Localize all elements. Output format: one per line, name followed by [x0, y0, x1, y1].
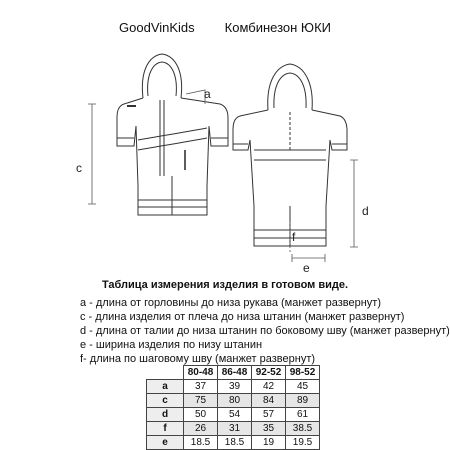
legend-item: d - длина от талии до низа штанин по боковому шву (манжет развернут)	[80, 325, 450, 337]
garment-diagram	[0, 38, 450, 278]
table-cell: 61	[286, 408, 320, 422]
row-label: e	[147, 436, 184, 450]
table-cell: 45	[286, 380, 320, 394]
table-cell: 50	[184, 408, 218, 422]
brand-name: GoodVinKids	[119, 20, 195, 35]
column-header: 92-52	[252, 366, 286, 380]
label-f: f	[292, 230, 296, 244]
label-e: e	[303, 261, 310, 275]
table-row	[147, 380, 320, 394]
column-header: 98-52	[286, 366, 320, 380]
legend-item: f- длина по шаговому шву (манжет развернут)	[80, 353, 316, 365]
table-cell: 19	[252, 436, 286, 450]
row-label: c	[147, 394, 184, 408]
table-cell: 37	[184, 380, 218, 394]
table-cell: 75	[184, 394, 218, 408]
table-cell: 19.5	[286, 436, 320, 450]
table-cell: 89	[286, 394, 320, 408]
legend-item: c - длина изделия от плеча до низа штанин (манжет развернут)	[80, 311, 405, 323]
table-row	[147, 422, 320, 436]
table-row	[147, 436, 320, 450]
table-cell: 38.5	[286, 422, 320, 436]
column-header: 86-48	[218, 366, 252, 380]
page-title	[0, 20, 450, 35]
measure-a-line	[186, 90, 205, 104]
table-cell: 80	[218, 394, 252, 408]
label-a: a	[204, 87, 211, 101]
table-corner	[147, 366, 184, 380]
table-cell: 26	[184, 422, 218, 436]
legend-item: e - ширина изделия по низу штанин	[80, 339, 263, 351]
table-cell: 42	[252, 380, 286, 394]
table-cell: 39	[218, 380, 252, 394]
table-cell: 18.5	[218, 436, 252, 450]
table-cell: 57	[252, 408, 286, 422]
back-view	[233, 64, 347, 246]
table-cell: 84	[252, 394, 286, 408]
label-d: d	[362, 204, 369, 218]
front-view	[117, 54, 228, 215]
table-header-row	[147, 366, 320, 380]
table-row	[147, 408, 320, 422]
table-row	[147, 394, 320, 408]
product-name: Комбинезон ЮКИ	[224, 20, 331, 35]
table-caption: Таблица измерения изделия в готовом виде.	[101, 279, 349, 291]
table-cell: 35	[252, 422, 286, 436]
column-header: 80-48	[184, 366, 218, 380]
measurement-legend	[80, 296, 450, 366]
label-c: c	[76, 161, 82, 175]
size-table	[146, 365, 320, 450]
table-cell: 54	[218, 408, 252, 422]
row-label: d	[147, 408, 184, 422]
table-cell: 31	[218, 422, 252, 436]
row-label: f	[147, 422, 184, 436]
row-label: a	[147, 380, 184, 394]
legend-item: a - длина от горловины до низа рукава (манжет развернут)	[80, 297, 382, 309]
table-cell: 18.5	[184, 436, 218, 450]
